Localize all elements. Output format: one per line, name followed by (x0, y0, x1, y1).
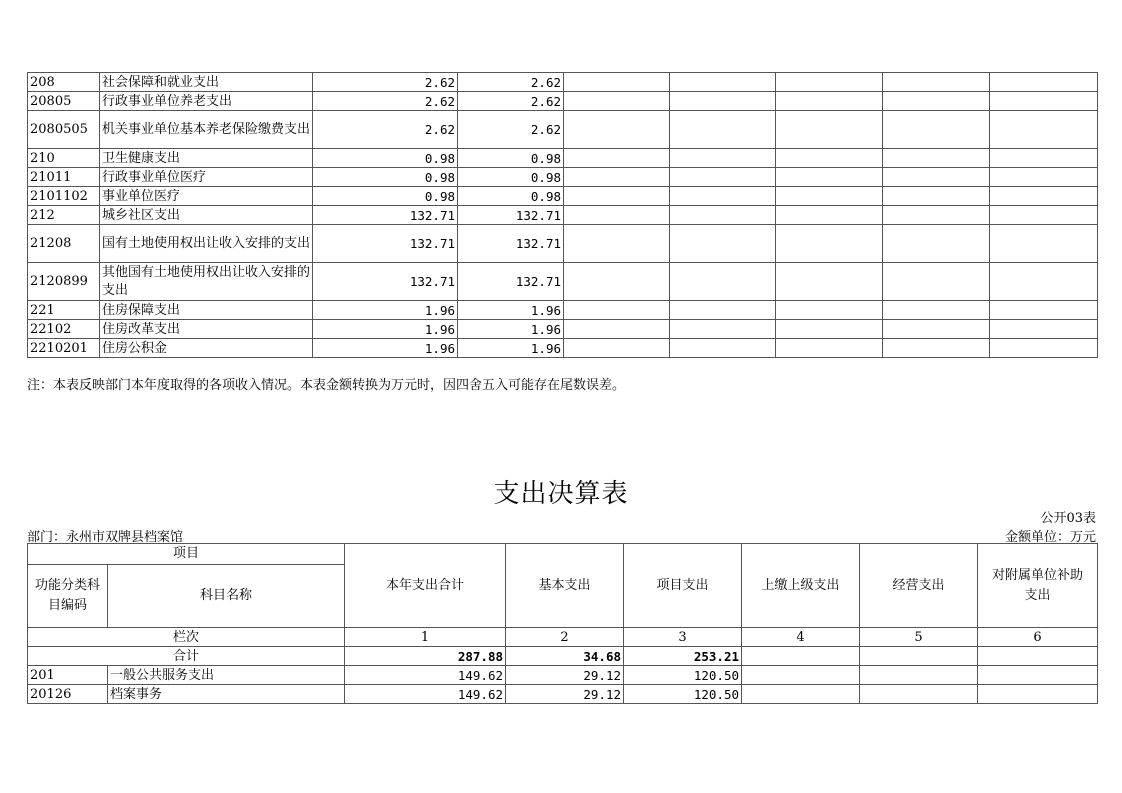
header-basic: 基本支出 (506, 544, 624, 628)
total-cell: 1.96 (313, 320, 458, 339)
empty-cell (670, 301, 776, 320)
empty-cell (978, 647, 1098, 666)
empty-cell (564, 301, 670, 320)
col-number: 2 (506, 628, 624, 647)
empty-cell (990, 263, 1098, 301)
header-total: 本年支出合计 (345, 544, 506, 628)
empty-cell (776, 92, 883, 111)
empty-cell (670, 187, 776, 206)
empty-cell (883, 73, 990, 92)
empty-cell (670, 168, 776, 187)
code-cell: 201 (28, 666, 108, 685)
basic-cell: 0.98 (458, 168, 564, 187)
table-row (28, 149, 1098, 168)
empty-cell (742, 685, 860, 704)
table-row (28, 339, 1098, 358)
name-cell: 卫生健康支出 (100, 149, 313, 168)
table-row (28, 666, 1098, 685)
name-cell: 住房改革支出 (100, 320, 313, 339)
empty-cell (860, 666, 978, 685)
code-cell: 21208 (28, 225, 100, 263)
header-upper: 上缴上级支出 (742, 544, 860, 628)
unit-label: 金额单位：万元 (1004, 530, 1096, 545)
empty-cell (776, 149, 883, 168)
empty-cell (670, 320, 776, 339)
name-cell: 行政事业单位养老支出 (100, 92, 313, 111)
empty-cell (990, 168, 1098, 187)
empty-cell (776, 301, 883, 320)
empty-cell (564, 320, 670, 339)
basic-cell: 1.96 (458, 320, 564, 339)
total-cell: 149.62 (345, 685, 506, 704)
empty-cell (883, 149, 990, 168)
empty-cell (776, 263, 883, 301)
empty-cell (883, 225, 990, 263)
empty-cell (990, 111, 1098, 149)
empty-cell (742, 647, 860, 666)
project-value: 253.21 (624, 647, 742, 666)
column-number-row (28, 628, 1098, 647)
empty-cell (670, 263, 776, 301)
header-project: 项目支出 (624, 544, 742, 628)
basic-cell: 29.12 (506, 685, 624, 704)
header-item: 项目 (28, 544, 345, 565)
code-cell: 21011 (28, 168, 100, 187)
empty-cell (564, 111, 670, 149)
empty-cell (564, 168, 670, 187)
empty-cell (990, 301, 1098, 320)
empty-cell (978, 685, 1098, 704)
name-cell: 一般公共服务支出 (108, 666, 345, 685)
header-subsidy: 对附属单位补助支出 (978, 544, 1098, 628)
total-cell: 149.62 (345, 666, 506, 685)
total-cell: 2.62 (313, 92, 458, 111)
empty-cell (776, 206, 883, 225)
table-row (28, 187, 1098, 206)
total-label: 合计 (28, 647, 345, 666)
total-cell: 132.71 (313, 225, 458, 263)
table-row (28, 111, 1098, 149)
name-cell: 住房公积金 (100, 339, 313, 358)
table-row (28, 225, 1098, 263)
header-business: 经营支出 (860, 544, 978, 628)
code-cell: 221 (28, 301, 100, 320)
basic-cell: 29.12 (506, 666, 624, 685)
basic-cell: 132.71 (458, 263, 564, 301)
total-value: 287.88 (345, 647, 506, 666)
table-row (28, 263, 1098, 301)
basic-cell: 132.71 (458, 206, 564, 225)
empty-cell (883, 92, 990, 111)
empty-cell (776, 225, 883, 263)
form-number: 公开03表 (1040, 511, 1096, 526)
name-cell: 机关事业单位基本养老保险缴费支出 (100, 111, 313, 149)
table-row (28, 206, 1098, 225)
basic-cell: 0.98 (458, 187, 564, 206)
total-cell: 1.96 (313, 339, 458, 358)
empty-cell (564, 73, 670, 92)
empty-cell (776, 339, 883, 358)
empty-cell (670, 206, 776, 225)
total-cell: 2.62 (313, 111, 458, 149)
total-cell: 132.71 (313, 206, 458, 225)
code-cell: 208 (28, 73, 100, 92)
total-cell: 132.71 (313, 263, 458, 301)
empty-cell (883, 301, 990, 320)
empty-cell (564, 149, 670, 168)
empty-cell (990, 92, 1098, 111)
name-cell: 社会保障和就业支出 (100, 73, 313, 92)
header-row (28, 544, 1098, 565)
empty-cell (883, 339, 990, 358)
empty-cell (670, 111, 776, 149)
empty-cell (990, 73, 1098, 92)
empty-cell (990, 225, 1098, 263)
empty-cell (670, 149, 776, 168)
basic-value: 34.68 (506, 647, 624, 666)
empty-cell (670, 339, 776, 358)
empty-cell (860, 685, 978, 704)
empty-cell (742, 666, 860, 685)
department-label: 部门：永州市双牌县档案馆 (27, 530, 184, 545)
empty-cell (883, 263, 990, 301)
empty-cell (776, 73, 883, 92)
header-name: 科目名称 (108, 565, 345, 628)
name-cell: 其他国有土地使用权出让收入安排的支出 (100, 263, 313, 301)
empty-cell (883, 320, 990, 339)
empty-cell (883, 111, 990, 149)
total-cell: 2.62 (313, 73, 458, 92)
name-cell: 城乡社区支出 (100, 206, 313, 225)
basic-cell: 1.96 (458, 301, 564, 320)
expense-table (27, 543, 1098, 704)
total-cell: 0.98 (313, 168, 458, 187)
name-cell: 国有土地使用权出让收入安排的支出 (100, 225, 313, 263)
col-number: 3 (624, 628, 742, 647)
basic-cell: 2.62 (458, 73, 564, 92)
empty-cell (776, 187, 883, 206)
basic-cell: 2.62 (458, 111, 564, 149)
table-row (28, 73, 1098, 92)
total-cell: 1.96 (313, 301, 458, 320)
basic-cell: 2.62 (458, 92, 564, 111)
table-row (28, 685, 1098, 704)
project-cell: 120.50 (624, 685, 742, 704)
empty-cell (564, 339, 670, 358)
basic-cell: 0.98 (458, 149, 564, 168)
code-cell: 212 (28, 206, 100, 225)
project-cell: 120.50 (624, 666, 742, 685)
empty-cell (564, 187, 670, 206)
total-cell: 0.98 (313, 149, 458, 168)
total-row (28, 647, 1098, 666)
empty-cell (776, 111, 883, 149)
code-cell: 20805 (28, 92, 100, 111)
code-cell: 20126 (28, 685, 108, 704)
name-cell: 行政事业单位医疗 (100, 168, 313, 187)
empty-cell (990, 149, 1098, 168)
empty-cell (564, 263, 670, 301)
empty-cell (883, 206, 990, 225)
empty-cell (990, 320, 1098, 339)
col-number: 5 (860, 628, 978, 647)
table-row (28, 320, 1098, 339)
table-row (28, 301, 1098, 320)
col-label: 栏次 (28, 628, 345, 647)
page-title: 支出决算表 (493, 479, 629, 509)
col-number: 4 (742, 628, 860, 647)
empty-cell (670, 92, 776, 111)
code-cell: 2120899 (28, 263, 100, 301)
empty-cell (564, 225, 670, 263)
empty-cell (990, 206, 1098, 225)
empty-cell (990, 187, 1098, 206)
empty-cell (860, 647, 978, 666)
code-cell: 2080505 (28, 111, 100, 149)
empty-cell (670, 225, 776, 263)
code-cell: 22102 (28, 320, 100, 339)
empty-cell (564, 92, 670, 111)
code-cell: 210 (28, 149, 100, 168)
col-number: 6 (978, 628, 1098, 647)
total-cell: 0.98 (313, 187, 458, 206)
basic-cell: 132.71 (458, 225, 564, 263)
name-cell: 事业单位医疗 (100, 187, 313, 206)
name-cell: 档案事务 (108, 685, 345, 704)
basic-cell: 1.96 (458, 339, 564, 358)
empty-cell (776, 168, 883, 187)
col-number: 1 (345, 628, 506, 647)
empty-cell (883, 187, 990, 206)
empty-cell (670, 73, 776, 92)
empty-cell (883, 168, 990, 187)
name-cell: 住房保障支出 (100, 301, 313, 320)
code-cell: 2101102 (28, 187, 100, 206)
table-note: 注：本表反映部门本年度取得的各项收入情况。本表金额转换为万元时，因四舍五入可能存在尾数误差。 (27, 378, 626, 393)
empty-cell (990, 339, 1098, 358)
table-row (28, 92, 1098, 111)
empty-cell (776, 320, 883, 339)
empty-cell (564, 206, 670, 225)
empty-cell (978, 666, 1098, 685)
income-table (27, 72, 1098, 358)
table-row (28, 168, 1098, 187)
header-code: 功能分类科目编码 (28, 565, 108, 628)
code-cell: 2210201 (28, 339, 100, 358)
